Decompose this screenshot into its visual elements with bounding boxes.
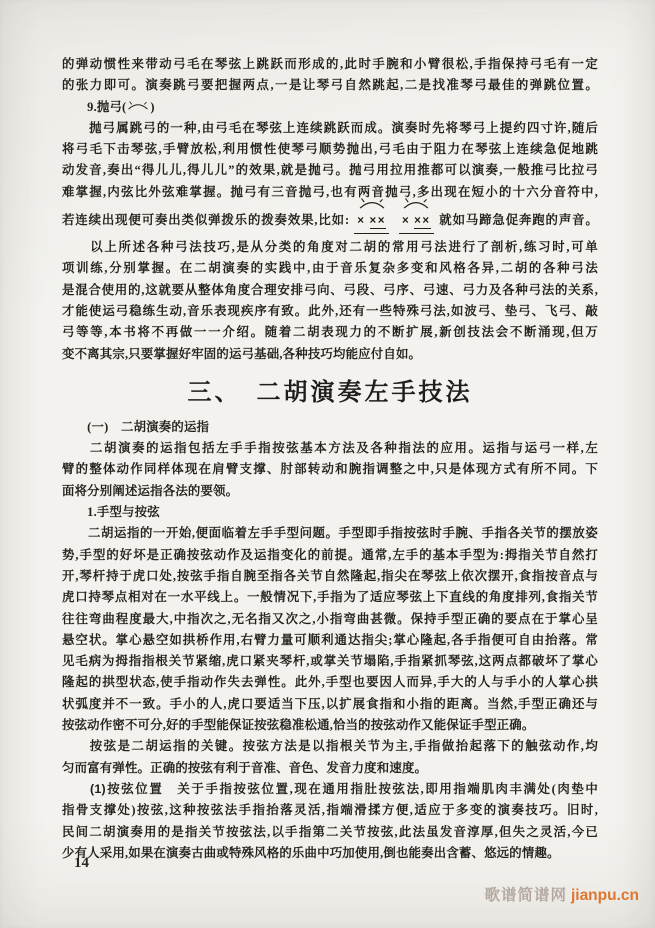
page-number: 14 xyxy=(74,855,89,871)
text-line: 势,手型的好坏是正确按弦动作及运指变化的前提。通常,左手的基本手型为:拇指关节自然打 xyxy=(62,547,598,562)
text-flow xyxy=(62,54,598,864)
text-line: 虎口持琴点相对在一水平线上。一般情况下,手指为了适应琴弦上下直线的角度排列,食指关节 xyxy=(62,590,598,605)
text-line: 是混合使用的,这就要从整体角度合理安排弓向、弓段、弓序、弓速、弓力及各种弓法的关系, xyxy=(62,282,598,297)
text-line: 按弦动作密不可分,好的手型能保证按弦稳准松通,恰当的按弦动作又能保证手型正确。 xyxy=(62,718,535,733)
text-line: 抛弓属跳弓的一种,由弓毛在琴弦上连续跳跃而成。演奏时先将琴弓上提约四寸许,随后 xyxy=(62,120,598,135)
text-line: 匀而富有弹性。正确的按弦有利于音准、音色、发音力度和速度。 xyxy=(62,760,428,775)
subheading: (一) 二胡演奏的运指 xyxy=(62,419,210,434)
text-line: 难掌握,内弦比外弦难掌握。抛弓有三音抛弓,也有两音抛弓,多出现在短小的十六分音符中, xyxy=(62,184,598,199)
tie-arc-icon xyxy=(358,198,386,209)
subheading: 1.手型与按弦 xyxy=(62,505,160,520)
text-line: 将弓毛下击琴弦,手臂放松,利用惯性使琴弓顺势抛出,弓毛由于阻力在琴弦上连续急促地跳 xyxy=(62,142,598,157)
text-line: 按弦是二胡运指的关键。按弦方法是以指根关节为主,手指做抬起落下的触弦动作,均 xyxy=(62,739,598,754)
text-line: 二胡运指的一开始,便面临着左手手型问题。手型即手指按弦时手腕、手指各关节的摆放姿 xyxy=(62,526,598,541)
text-line: 变不离其宗,只要掌握好牢固的运弓基础,各种技巧均能应付自如。 xyxy=(62,346,422,361)
text-line: 少有人采用,如果在演奏古曲或特殊风格的乐曲中巧加使用,倒也能奏出含蓄、悠远的情趣。 xyxy=(62,845,560,860)
text-line: 往往弯曲程度最大,中指次之,无名指又次之,小指弯曲甚微。保持手型正确的要点在于掌心呈 xyxy=(62,611,598,626)
notation-prefix: 若连续出现便可奏出类似弹拨乐的拨奏效果,比如: xyxy=(62,213,350,228)
text-line: (1)按弦位置 关于手指按弦位置,现在通用指肚按弦法,即用指端肌肉丰满处(肉垫中 xyxy=(62,781,598,796)
text-line: 指骨支撑处)按弦,这种按弦法手指抬落灵活,指端滑揉方便,适应于多变的演奏技巧。旧时, xyxy=(62,803,598,818)
watermark xyxy=(484,883,639,905)
text-line: 状弧度并不一致。手小的人,虎口要适当下压,以扩展食指和小指的距离。当然,手型正确还与 xyxy=(62,696,598,711)
music-notation-line xyxy=(62,203,598,237)
subheading: 9.抛弓( ) xyxy=(62,99,155,114)
section-heading: 三、 二胡演奏左手技法 xyxy=(187,378,473,406)
text-line: 悬空状。掌心悬空如拱桥作用,右臂力量可顺利通达指尖;掌心隆起,各手指便可自由抬落。常 xyxy=(62,632,598,647)
text-line: 才能使运弓稳练生动,音乐表现疾序有致。此外,还有一些特殊弓法,如波弓、垫弓、飞弓、敲 xyxy=(62,303,598,318)
text-line: 以上所述各种弓法技巧,是从分类的角度对二胡的常用弓法进行了剖析,练习时,可单 xyxy=(62,240,598,255)
text-line: 项训练,分别掌握。在二胡演奏的实践中,由于音乐复杂多变和风格各异,二胡的各种弓法 xyxy=(62,261,598,276)
text-line: 隆起的拱型状态,使手指动作失去弹性。此外,手型也要因人而异,手大的人与手小的人掌心拱 xyxy=(62,675,598,690)
tie-arc-icon xyxy=(127,101,149,110)
notation-group: × ×× xyxy=(354,209,389,234)
text-line: 臂的整体动作同样体现在肩臂支撑、肘部转动和腕指调整之中,只是体现方式有所不同。下 xyxy=(62,462,598,477)
tie-arc-icon xyxy=(402,198,430,209)
text-line: 动发音,奏出“得儿儿,得儿儿”的效果,就是抛弓。抛弓用拉用推都可以演奏,一般推弓比拉弓 xyxy=(62,163,598,178)
text-line: 的张力即可。演奏跳弓要把握两点,一是让琴弓自然跳起,二是找准琴弓最佳的弹跳位置。 xyxy=(62,78,598,93)
watermark-site-name: 歌谱简谱网 xyxy=(484,887,567,904)
bold-run: (1)按弦位置 xyxy=(62,781,164,796)
text-line: 的弹动惯性来带动弓毛在琴弦上跳跃而形成的,此时手腕和小臂很松,手指保持弓毛有一定 xyxy=(62,57,598,71)
text-line: 弓等等,本书将不再做一一介绍。随着二胡表现力的不断扩展,新创技法会不断涌现,但万 xyxy=(62,325,598,340)
watermark-site-url: jianpu.cn xyxy=(570,887,639,904)
text-line: 见毛病为拇指指根关节紧缩,虎口紧夹琴杆,或掌关节塌陷,手指紧抓琴弦,这两点都破坏了掌心 xyxy=(62,654,598,669)
notation-group: × ×× xyxy=(399,209,434,234)
notation-suffix: 就如马蹄急促奔跑的声音。 xyxy=(438,213,598,228)
text-line: 面将分别阐述运指各法的要领。 xyxy=(62,483,239,498)
text-line: 民间二胡演奏用的是指关节按弦法,以手指第二关节按弦,此法虽发音淳厚,但失之灵活,今已 xyxy=(62,824,598,839)
text-line: 二胡演奏的运指包括左手手指按弦基本方法及各种指法的应用。运指与运弓一样,左 xyxy=(62,441,598,456)
text-line: 开,琴杆持于虎口处,按弦手指自腕至指各关节自然隆起,指尖在琴弦上依次摆开,食指按音点与 xyxy=(62,568,598,583)
